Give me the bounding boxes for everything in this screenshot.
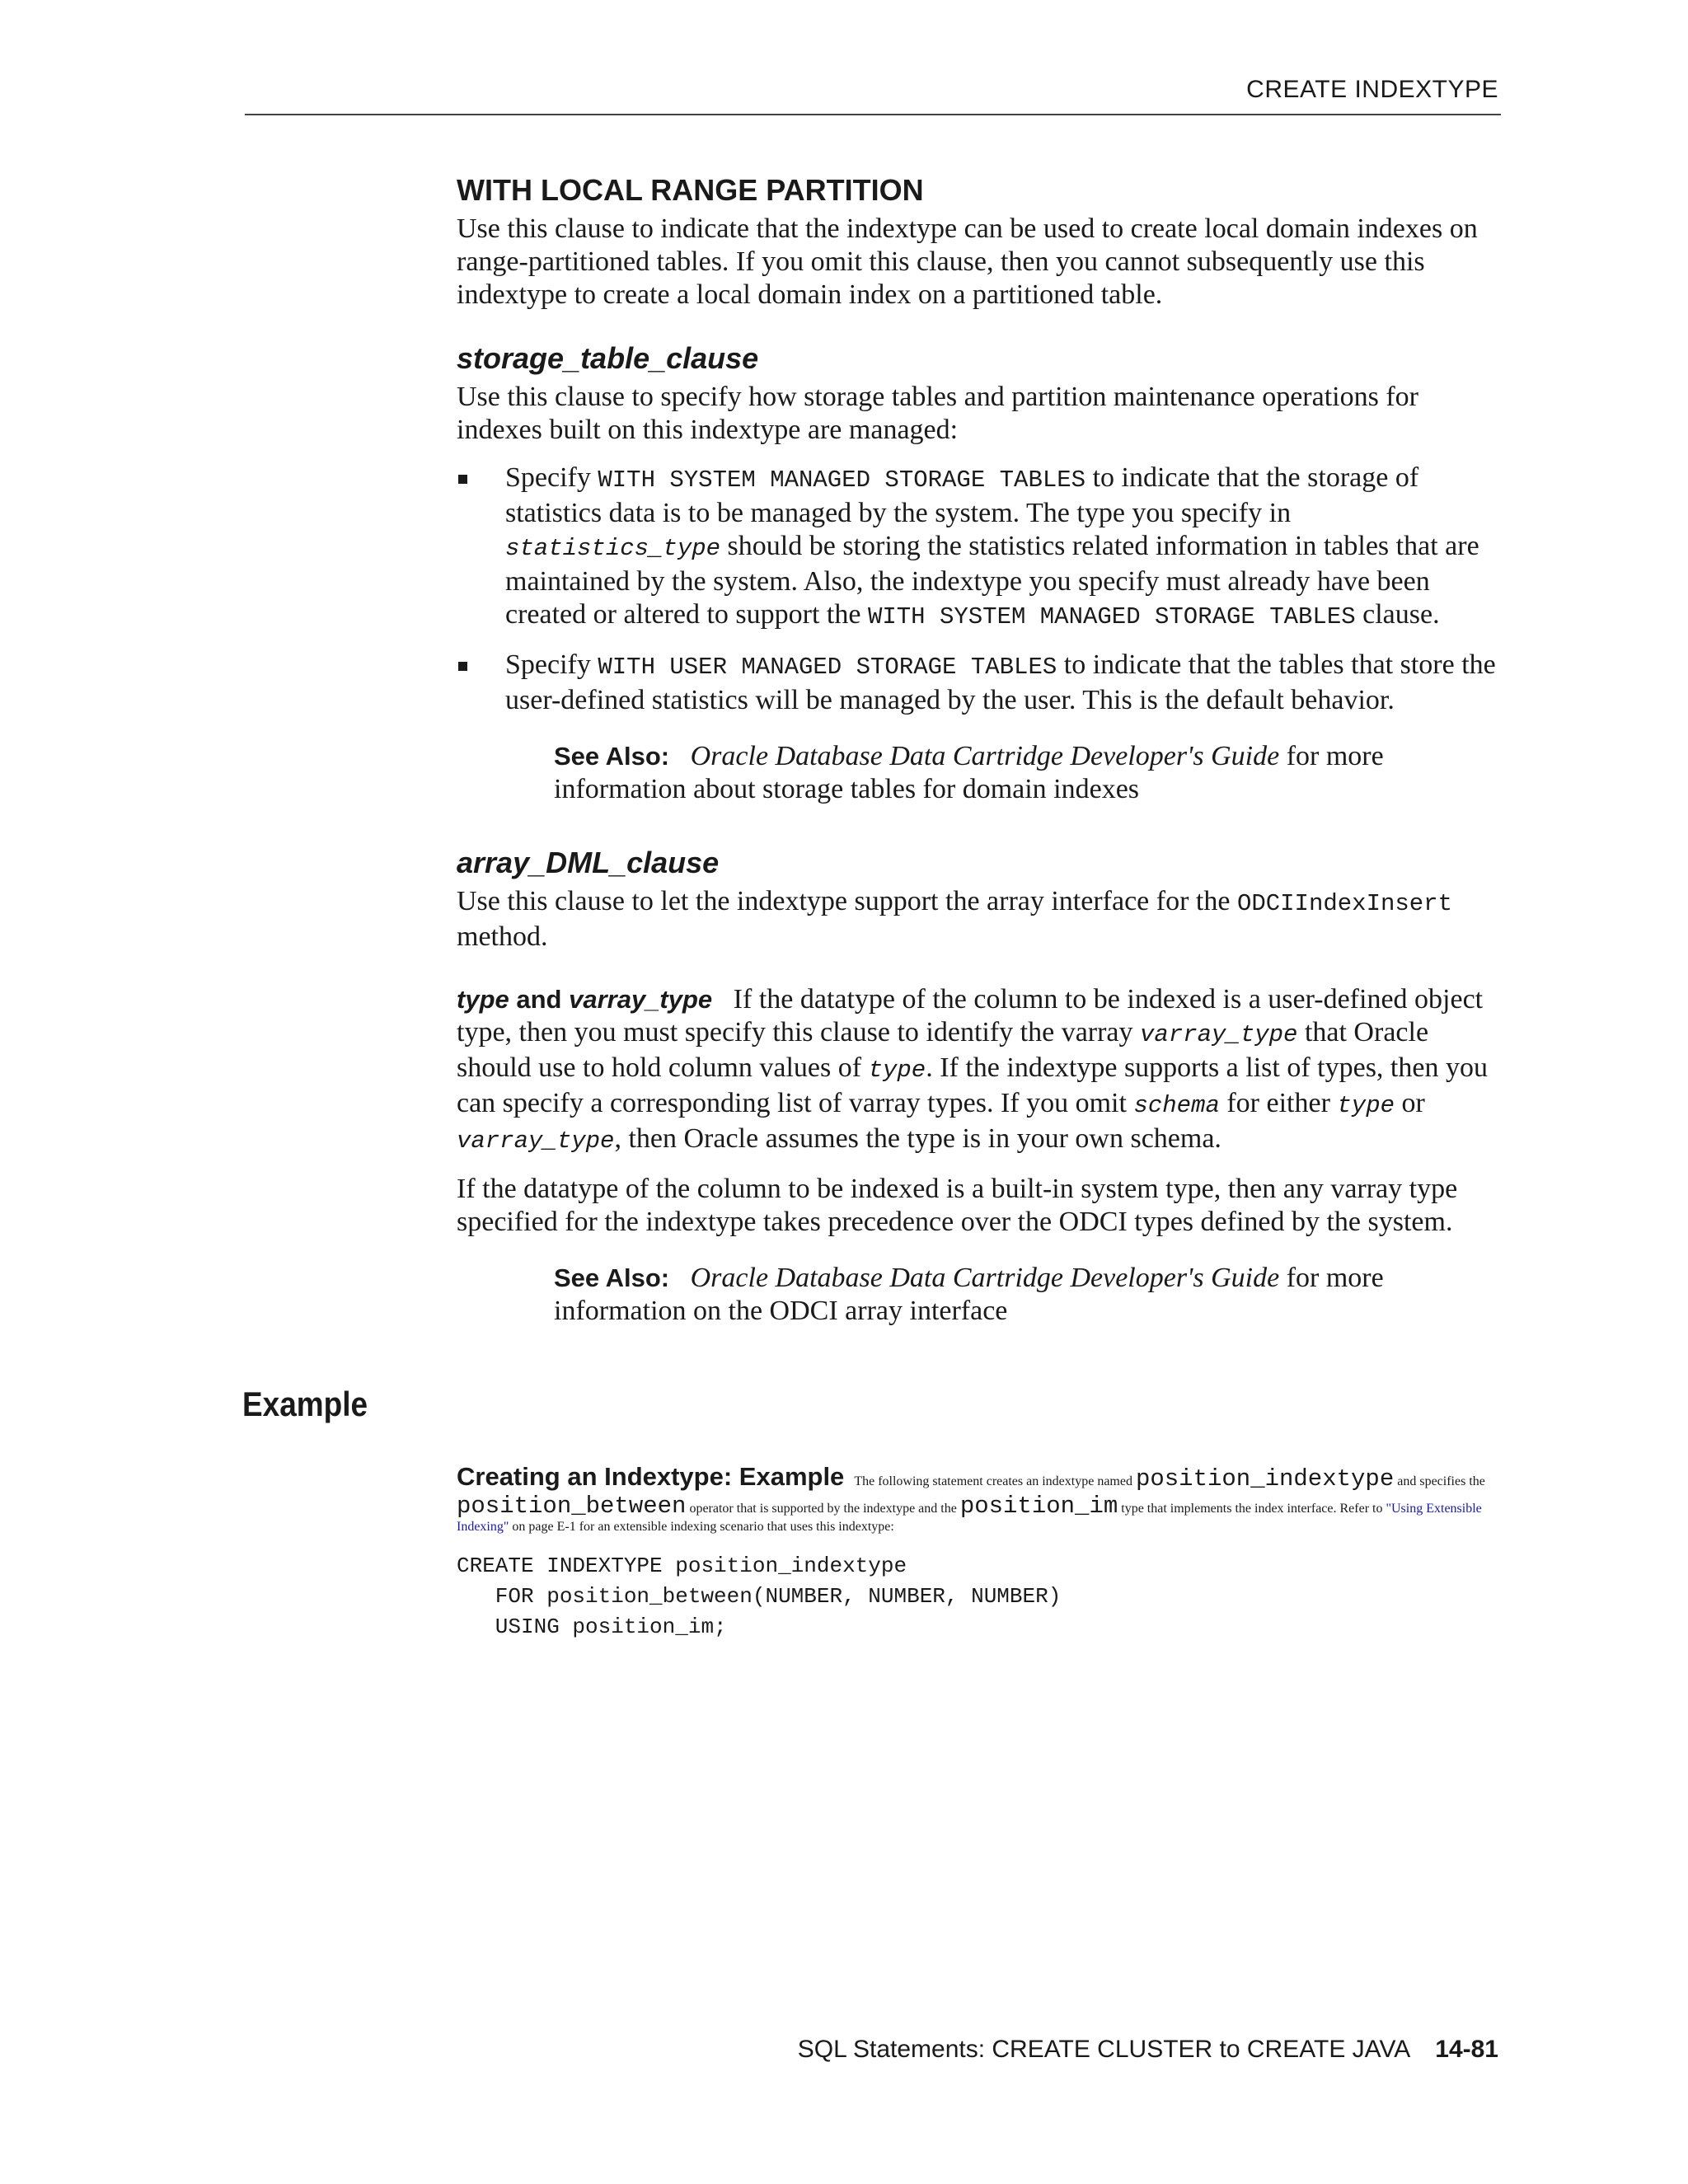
code-term: varray_type — [1140, 1021, 1298, 1048]
heading-local-range-partition: WITH LOCAL RANGE PARTITION — [457, 173, 924, 207]
code-term: ODCIIndexInsert — [1236, 890, 1452, 917]
code-term: WITH SYSTEM MANAGED STORAGE TABLES — [598, 466, 1086, 494]
paragraph-example: Creating an Indextype: Example The following statement creates an indextype named position_indextype and specifies the position_between operator that is supported by the indextype and the position_im type that implements the index interface. Refer to "Using Extensible Indexing" on page E-1 for an extensible indexing scenario that uses this indextype: — [457, 1462, 1485, 1534]
section-array-dml-clause — [457, 846, 1503, 1328]
code-term: WITH USER MANAGED STORAGE TABLES — [598, 654, 1057, 681]
code-term: statistics_type — [505, 535, 721, 562]
heading-storage-table-clause: storage_table_clause — [457, 341, 759, 375]
code-term: type — [1337, 1092, 1395, 1119]
bullet-marker — [458, 662, 467, 671]
footer-text: SQL Statements: CREATE CLUSTER to CREATE JAVA — [797, 2036, 1411, 2063]
code-term: varray_type — [457, 1127, 615, 1155]
code-example: CREATE INDEXTYPE position_indextype FOR position_between(NUMBER, NUMBER, NUMBER) USING position_im; — [457, 1554, 1062, 1639]
heading-array-dml-clause: array_DML_clause — [457, 846, 720, 879]
section-local-range-partition — [457, 173, 1503, 312]
book-title-link[interactable]: Oracle Database Data Cartridge Developer's Guide — [690, 741, 1280, 771]
code-term: WITH SYSTEM MANAGED STORAGE TABLES — [867, 603, 1356, 630]
storage-bullet-list — [457, 462, 1503, 717]
page-number: 14-81 — [1435, 2036, 1498, 2063]
code-term: position_indextype — [1135, 1465, 1395, 1493]
paragraph-array-intro: Use this clause to let the indextype support the array interface for the ODCIIndexInsert method. — [457, 886, 1452, 952]
running-footer — [798, 2036, 1498, 2064]
code-term: type — [868, 1057, 926, 1084]
runin-heading-type-varray: type and varray_type — [457, 985, 713, 1014]
heading-example: Example — [242, 1385, 368, 1423]
runin-heading-example: Creating an Indextype: Example — [457, 1462, 845, 1491]
code-term: position_im — [959, 1493, 1118, 1520]
paragraph-builtin-type: If the datatype of the column to be indexed is a built-in system type, then any varray type specified for the indextype takes precedence over the ODCI types defined by the system. — [457, 1174, 1458, 1237]
paragraph-storage-intro: Use this clause to specify how storage tables and partition maintenance operations for indexes built on this indextype are managed: — [457, 382, 1418, 445]
list-item: Specify WITH USER MANAGED STORAGE TABLES to indicate that the tables that store the user-defined statistics will be managed by the user. This is the default behavior. — [457, 649, 1503, 717]
code-term: position_between — [457, 1493, 687, 1520]
code-term: schema — [1133, 1092, 1220, 1119]
header-rule — [245, 114, 1501, 115]
list-item: Specify WITH SYSTEM MANAGED STORAGE TABLES to indicate that the storage of statistics data is to be managed by the system. The type you specify in statistics_type should be storing the statistics related information in tables that are maintained by the system. Also, the indextype you specify must already have been created or altered to support the WITH SYSTEM MANAGED STORAGE TABLES clause. — [457, 462, 1503, 634]
bullet-marker — [458, 475, 467, 484]
running-header: CREATE INDEXTYPE — [1246, 76, 1498, 103]
section-storage-table-clause — [457, 341, 1503, 806]
see-also-label: See Also: — [554, 1263, 670, 1292]
see-also-label: See Also: — [554, 742, 670, 771]
paragraph-type-varray: type and varray_type If the datatype of the column to be indexed is a user-defined object type, then you must specify this clause to identify the varray varray_type that Oracle should use to hold column values of type. If the indextype supports a list of types, then you can specify a corresponding list of varray types. If you omit schema for either type or varray_type, then Oracle assumes the type is in your own schema. — [457, 984, 1488, 1155]
main-content — [457, 165, 1503, 1328]
see-also-note-storage: See Also: Oracle Database Data Cartridge Developer's Guide for more information about storage tables for domain indexes — [554, 741, 1384, 804]
book-title-link[interactable]: Oracle Database Data Cartridge Developer's Guide — [690, 1263, 1280, 1293]
see-also-note-array: See Also: Oracle Database Data Cartridge Developer's Guide for more information on the ODCI array interface — [554, 1263, 1384, 1326]
cross-reference-link[interactable]: "Using Extensible Indexing" — [457, 1502, 1482, 1534]
paragraph-local-range: Use this clause to indicate that the indextype can be used to create local domain indexes on range-partitioned tables. If you omit this clause, then you cannot subsequently use this indextype to create a local domain index on a partitioned table. — [457, 213, 1478, 310]
example-content — [457, 1462, 1503, 1643]
